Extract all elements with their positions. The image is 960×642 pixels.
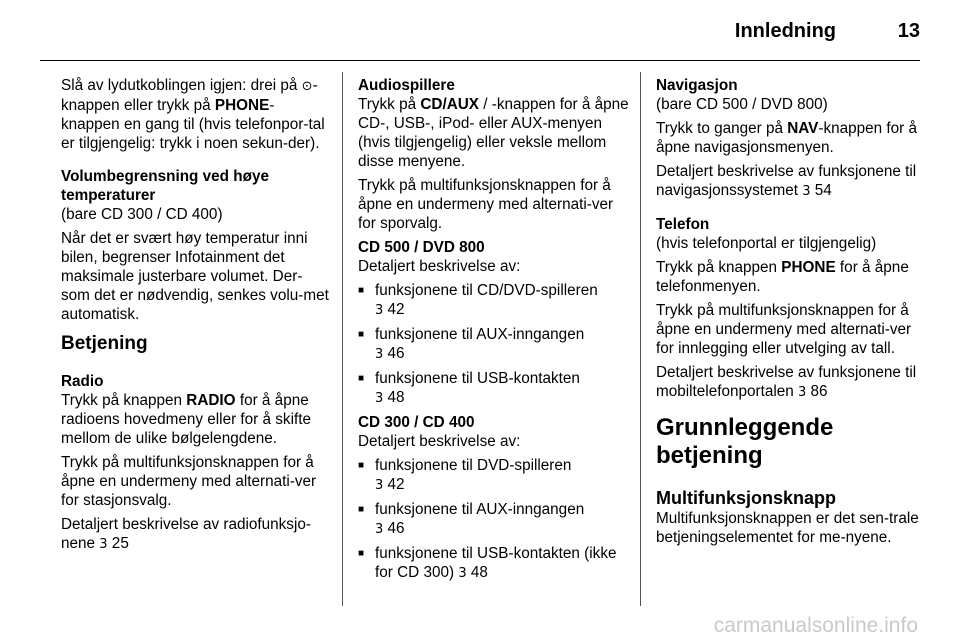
page-reference-icon: 3 — [375, 391, 384, 406]
list-item: ■ funksjonene til USB-kontakten (ikke for CD 300) 3 48 — [358, 544, 630, 583]
list-item: ■ funksjonene til USB-kontakten 3 48 — [358, 369, 630, 408]
paragraph: (bare CD 500 / DVD 800) — [656, 96, 828, 113]
page-reference-icon: 3 — [802, 184, 811, 199]
page-title: Innledning — [734, 20, 836, 42]
subheading-cd300: CD 300 / CD 400 — [358, 414, 475, 431]
paragraph: Detaljert beskrivelse av funksjonene til navigasjonssystemet 3 54 — [656, 163, 917, 199]
column-divider-2 — [640, 72, 641, 606]
paragraph: Trykk på multifunksjonsknappen for å åpne en undermeny med alternati-ver for stasjonsvalg. — [61, 454, 317, 509]
paragraph: Trykk på knappen RADIO for å åpne radioens hovedmeny eller for å skifte mellom de ulike bølgelengdene. — [61, 392, 311, 447]
paragraph: Detaljert beskrivelse av: — [358, 258, 521, 275]
heading-multifunksjonsknapp: Multifunksjonsknapp — [656, 488, 836, 508]
list-item: ■ funksjonene til DVD-spilleren 3 42 — [358, 456, 630, 495]
page-reference-icon: 3 — [375, 303, 384, 318]
paragraph: (bare CD 300 / CD 400) — [61, 206, 223, 223]
column-2 — [358, 76, 630, 588]
list-item: ■ funksjonene til AUX-inngangen 3 46 — [358, 325, 630, 364]
column-divider-1 — [342, 72, 343, 606]
subheading-radio: Radio — [61, 373, 104, 390]
page-reference-icon: 3 — [798, 385, 807, 400]
page-reference-icon: 3 — [99, 537, 108, 552]
paragraph: Trykk på CD/AUX / -knappen for å åpne CD-, USB-, iPod- eller AUX-menyen (hvis tilgjengelig) eller veksle mellom disse menyene. — [358, 96, 629, 170]
paragraph: Trykk på knappen PHONE for å åpne telefonmenyen. — [656, 259, 909, 295]
page-header — [40, 18, 920, 48]
heading-betjening: Betjening — [61, 333, 148, 354]
paragraph: (hvis telefonportal er tilgjengelig) — [656, 235, 877, 252]
paragraph: Detaljert beskrivelse av radiofunksjo-nene 3 25 — [61, 516, 311, 552]
page-number: 13 — [897, 20, 920, 42]
page-reference-icon: 3 — [375, 478, 384, 493]
column-3 — [656, 76, 928, 552]
mute-paragraph: Slå av lydutkoblingen igjen: drei på ⊙-knappen eller trykk på PHONE-knappen en gang til (hvis telefonpor-tal er tilgjengelig: trykk i noen sekun-der). — [61, 77, 325, 152]
heading-grunnleggende-betjening: Grunnleggende betjening — [656, 414, 834, 469]
power-knob-icon: ⊙ — [301, 79, 313, 94]
list-item: ■ funksjonene til AUX-inngangen 3 46 — [358, 500, 630, 539]
subheading-volume-limit: Volumbegrensning ved høye temperaturer — [61, 168, 269, 204]
page-reference-icon: 3 — [375, 347, 384, 362]
subheading-navigation: Navigasjon — [656, 77, 738, 94]
paragraph: Trykk på multifunksjonsknappen for å åpne en undermeny med alternati-ver for sporvalg. — [358, 177, 614, 232]
subheading-audio: Audiospillere — [358, 77, 455, 94]
paragraph: Multifunksjonsknappen er det sen-trale betjeningselementet for me-nyene. — [656, 510, 919, 546]
header-rule — [40, 60, 920, 61]
subheading-cd500: CD 500 / DVD 800 — [358, 239, 485, 256]
paragraph: Detaljert beskrivelse av funksjonene til mobiltelefonportalen 3 86 — [656, 364, 917, 400]
paragraph: Detaljert beskrivelse av: — [358, 433, 521, 450]
page-reference-icon: 3 — [375, 522, 384, 537]
column-1 — [61, 76, 329, 559]
page-reference-icon: 3 — [458, 566, 467, 581]
list-item: ■ funksjonene til CD/DVD-spilleren 3 42 — [358, 281, 630, 320]
paragraph: Trykk på multifunksjonsknappen for å åpne en undermeny med alternati-ver for innlegging eller utvelging av tall. — [656, 302, 912, 357]
paragraph: Trykk to ganger på NAV-knappen for å åpne navigasjonsmenyen. — [656, 120, 918, 156]
watermark: carmanualsonline.info — [713, 614, 918, 637]
paragraph: Når det er svært høy temperatur inni bilen, begrenser Infotainment det maksimale justerbare volumet. Der-som det er nødvendig, senkes volu-met automatisk. — [61, 230, 329, 323]
subheading-telefon: Telefon — [656, 216, 710, 233]
